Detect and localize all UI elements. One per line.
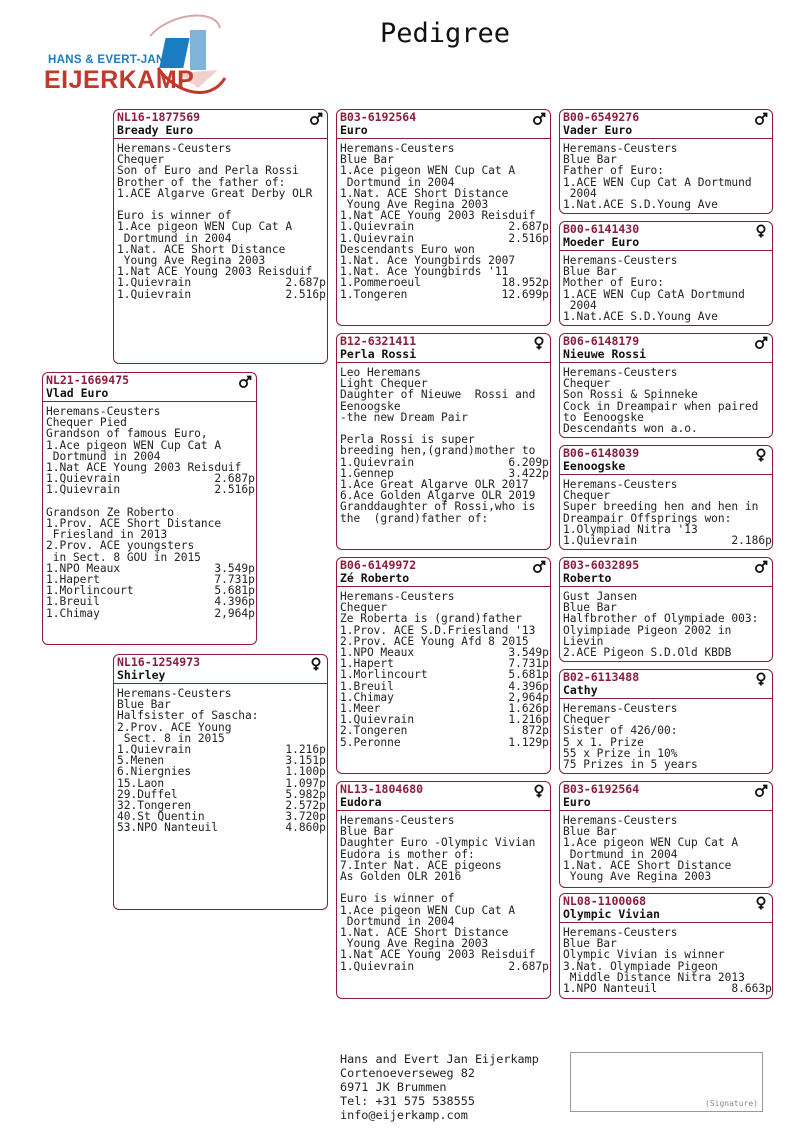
logo-line1: HANS & EVERT-JAN bbox=[48, 54, 165, 66]
pedigree-card-granddam-1 bbox=[336, 333, 551, 550]
card-header bbox=[43, 373, 256, 402]
pedigree-card-ggp-6 bbox=[559, 669, 773, 774]
male-icon bbox=[754, 336, 768, 350]
ring-number: B00-6549276 bbox=[563, 110, 640, 124]
card-header bbox=[337, 110, 550, 139]
pigeon-name: Euro bbox=[340, 123, 368, 137]
female-icon bbox=[754, 448, 768, 462]
female-icon bbox=[754, 896, 768, 910]
pigeon-name: Bready Euro bbox=[117, 123, 194, 137]
card-text: Heremans-Ceusters Chequer Super breeding hen and hen in Dreampair Offsprings won: 1.Olympiad Nitra '13 1.Quievrain 2.186p bbox=[563, 478, 772, 548]
male-icon bbox=[754, 560, 768, 574]
card-text: Heremans-Ceusters Chequer Son of Euro and Perla Rossi Brother of the father of: 1.ACE Algarve Great Derby OLR Euro is winner of 1.Ace pigeon WEN Cup Cat A Dortmund in 2004 1.Nat. ACE Short Distance Young Ave Regina 2003 1.Nat ACE Young 2003 Reisduif 1.Quievrain 2.687p 1.Quievrain 2.516p bbox=[117, 142, 326, 301]
pedigree-card-ggp-3 bbox=[559, 333, 773, 438]
pedigree-card-ggp-2 bbox=[559, 221, 773, 326]
card-text: Heremans-Ceusters Chequer Pied Grandson of famous Euro, 1.Ace pigeon WEN Cup Cat A Dortmund in 2004 1.Nat ACE Young 2003 Reisduif 1.Quievrain 2.687p 1.Quievrain 2.516p Grandson Ze Roberto 1.Prov. ACE Short Distance Friesland in 2013 2.Prov. ACE youngsters in Sect. 8 GOU in 2015 1.NPO Meaux 3.549p 1.Hapert 7.731p 1.Morlincourt 5.681p 1.Breuil 4.396p 1.Chimay 2,964p bbox=[46, 405, 255, 620]
signature-label: (Signature) bbox=[705, 1099, 758, 1108]
pigeon-name: Moeder Euro bbox=[563, 235, 640, 249]
card-text: Heremans-Ceusters Chequer Ze Roberta is (grand)father 1.Prov. ACE S.D.Friesland '13 2.Prov. ACE Young Afd 8 2015 1.NPO Meaux 3.549p 1.Hapert 7.731p 1.Morlincourt 5.681p 1.Breuil 4.396p 1.Chimay 2,964p 1.Meer 1.626p 1.Quievrain 1.216p 2.Tongeren 872p 5.Peronne 1.129p bbox=[340, 590, 549, 749]
card-header bbox=[114, 110, 327, 139]
card-text: Heremans-Ceusters Blue Bar Daughter Euro -Olympic Vivian Eudora is mother of: 7.Inter Nat. ACE pigeons As Golden OLR 2016 Euro is winner of 1.Ace pigeon WEN Cup Cat A Dortmund in 2004 1.Nat. ACE Short Distance Young Ave Regina 2003 1.Nat ACE Young 2003 Reisduif 1.Quievrain 2.687p bbox=[340, 814, 549, 973]
pigeon-name: Vader Euro bbox=[563, 123, 633, 137]
ring-number: NL16-1254973 bbox=[117, 655, 201, 669]
pedigree-card-ggp-4 bbox=[559, 445, 773, 550]
card-text: Gust Jansen Blue Bar Halfbrother of Olympiade 003: Olyimpiade Pigeon 2002 in Lievin 2.ACE Pigeon S.D.Old KBDB bbox=[563, 590, 759, 660]
card-text: Heremans-Ceusters Chequer Sister of 426/00: 5 x 1. Prize 55 x Prize in 10% 75 Prizes in 5 years bbox=[563, 702, 698, 772]
pedigree-card-ggp-1 bbox=[559, 109, 773, 214]
pedigree-card-grandsire-2 bbox=[336, 557, 551, 774]
ring-number: B06-6148039 bbox=[563, 446, 640, 460]
ring-number: NL13-1804680 bbox=[340, 782, 424, 796]
card-header bbox=[337, 782, 550, 811]
signature-box bbox=[570, 1052, 763, 1112]
ring-number: NL08-1100068 bbox=[563, 894, 647, 908]
ring-number: NL21-1669475 bbox=[46, 373, 130, 387]
card-header bbox=[560, 334, 772, 363]
pedigree-card-ggp-8 bbox=[559, 893, 773, 999]
pedigree-card-subject bbox=[113, 109, 328, 364]
female-icon bbox=[532, 336, 546, 350]
male-icon bbox=[238, 375, 252, 389]
female-icon bbox=[532, 784, 546, 798]
contact-block: Hans and Evert Jan Eijerkamp Cortenoeverseweg 82 6971 JK Brummen Tel: +31 575 538555 info@eijerkamp.com bbox=[340, 1052, 539, 1122]
pedigree-card-dam bbox=[113, 654, 328, 910]
female-icon bbox=[309, 657, 323, 671]
pigeon-name: Vlad Euro bbox=[46, 386, 109, 400]
card-header bbox=[560, 446, 772, 475]
page-title: Pedigree bbox=[380, 18, 511, 49]
pigeon-name: Perla Rossi bbox=[340, 347, 417, 361]
card-text: Heremans-Ceusters Blue Bar Olympic Vivian is winner 3.Nat. Olympiade Pigeon Middle Distance Nitra 2013 1.NPO Nanteuil 8.663p bbox=[563, 926, 772, 996]
card-header bbox=[560, 782, 772, 811]
card-header bbox=[560, 222, 772, 251]
card-text: Heremans-Ceusters Blue Bar Halfsister of Sascha: 2.Prov. ACE Young Sect. 8 in 2015 1.Quievrain 1.216p 5.Menen 3.151p 6.Niergnies 1.100p 15.Laon 1.097p 29.Duffel 5.982p 32.Tongeren 2.572p 40.St Quentin 3.720p 53.NPO Nanteuil 4.860p bbox=[117, 687, 326, 835]
pigeon-name: Shirley bbox=[117, 668, 166, 682]
pigeon-name: Nieuwe Rossi bbox=[563, 347, 647, 361]
pedigree-card-sire bbox=[42, 372, 257, 645]
card-header bbox=[560, 894, 772, 923]
card-header bbox=[560, 670, 772, 699]
pigeon-name: Cathy bbox=[563, 683, 598, 697]
female-icon bbox=[754, 672, 768, 686]
pigeon-name: Eenoogske bbox=[563, 459, 626, 473]
ring-number: B06-6149972 bbox=[340, 558, 417, 572]
pigeon-name: Roberto bbox=[563, 571, 612, 585]
card-text: Heremans-Ceusters Chequer Son Rossi & Spinneke Cock in Dreampair when paired to Eenoogske Descendants won a.o. bbox=[563, 366, 759, 436]
ring-number: B12-6321411 bbox=[340, 334, 417, 348]
card-text: Heremans-Ceusters Blue Bar Father of Euro: 1.ACE WEN Cup Cat A Dortmund 2004 1.Nat.ACE S.D.Young Ave bbox=[563, 142, 752, 212]
card-text: Heremans-Ceusters Blue Bar Mother of Euro: 1.ACE WEN Cup CatA Dortmund 2004 1.Nat.ACE S.D.Young Ave bbox=[563, 254, 745, 324]
pedigree-card-granddam-2 bbox=[336, 781, 551, 999]
card-text: Heremans-Ceusters Blue Bar 1.Ace pigeon WEN Cup Cat A Dortmund in 2004 1.Nat. ACE Short Distance Young Ave Regina 2003 1.Nat ACE Young 2003 Reisduif 1.Quievrain 2.687p 1.Quievrain 2.516p Descendants Euro won 1.Nat. Ace Youngbirds 2007 1.Nat. Ace Youngbirds '11 1.Pommeroeul 18.952p 1.Tongeren 12.699p bbox=[340, 142, 549, 301]
card-header bbox=[114, 655, 327, 684]
ring-number: B02-6113488 bbox=[563, 670, 640, 684]
ring-number: B03-6032895 bbox=[563, 558, 640, 572]
card-header bbox=[560, 558, 772, 587]
ring-number: B00-6141430 bbox=[563, 222, 640, 236]
pigeon-name: Euro bbox=[563, 795, 591, 809]
pigeon-name: Olympic Vivian bbox=[563, 907, 660, 921]
card-text: Leo Heremans Light Chequer Daughter of Nieuwe Rossi and Eenoogske -the new Dream Pair Perla Rossi is super breeding hen,(grand)mother to 1.Quievrain 6.209p 1.Gennep 3.422p 1.Ace Great Algarve OLR 2017 6.Ace Golden Algarve OLR 2019 Granddaughter of Rossi,who is the (grand)father of: bbox=[340, 366, 549, 525]
card-text: Heremans-Ceusters Blue Bar 1.Ace pigeon WEN Cup Cat A Dortmund in 2004 1.Nat. ACE Short Distance Young Ave Regina 2003 bbox=[563, 814, 739, 884]
pedigree-card-ggp-5 bbox=[559, 557, 773, 662]
male-icon bbox=[532, 112, 546, 126]
logo bbox=[40, 8, 240, 108]
male-icon bbox=[309, 112, 323, 126]
ring-number: NL16-1877569 bbox=[117, 110, 201, 124]
ring-number: B06-6148179 bbox=[563, 334, 640, 348]
female-icon bbox=[754, 224, 768, 238]
ring-number: B03-6192564 bbox=[340, 110, 417, 124]
card-header bbox=[337, 558, 550, 587]
male-icon bbox=[532, 560, 546, 574]
male-icon bbox=[754, 112, 768, 126]
pigeon-name: Zé Roberto bbox=[340, 571, 410, 585]
ring-number: B03-6192564 bbox=[563, 782, 640, 796]
logo-line2: EIJERKAMP bbox=[44, 66, 195, 94]
pedigree-card-ggp-7 bbox=[559, 781, 773, 888]
pedigree-card-grandsire-1 bbox=[336, 109, 551, 326]
male-icon bbox=[754, 784, 768, 798]
pigeon-name: Eudora bbox=[340, 795, 382, 809]
card-header bbox=[337, 334, 550, 363]
card-header bbox=[560, 110, 772, 139]
